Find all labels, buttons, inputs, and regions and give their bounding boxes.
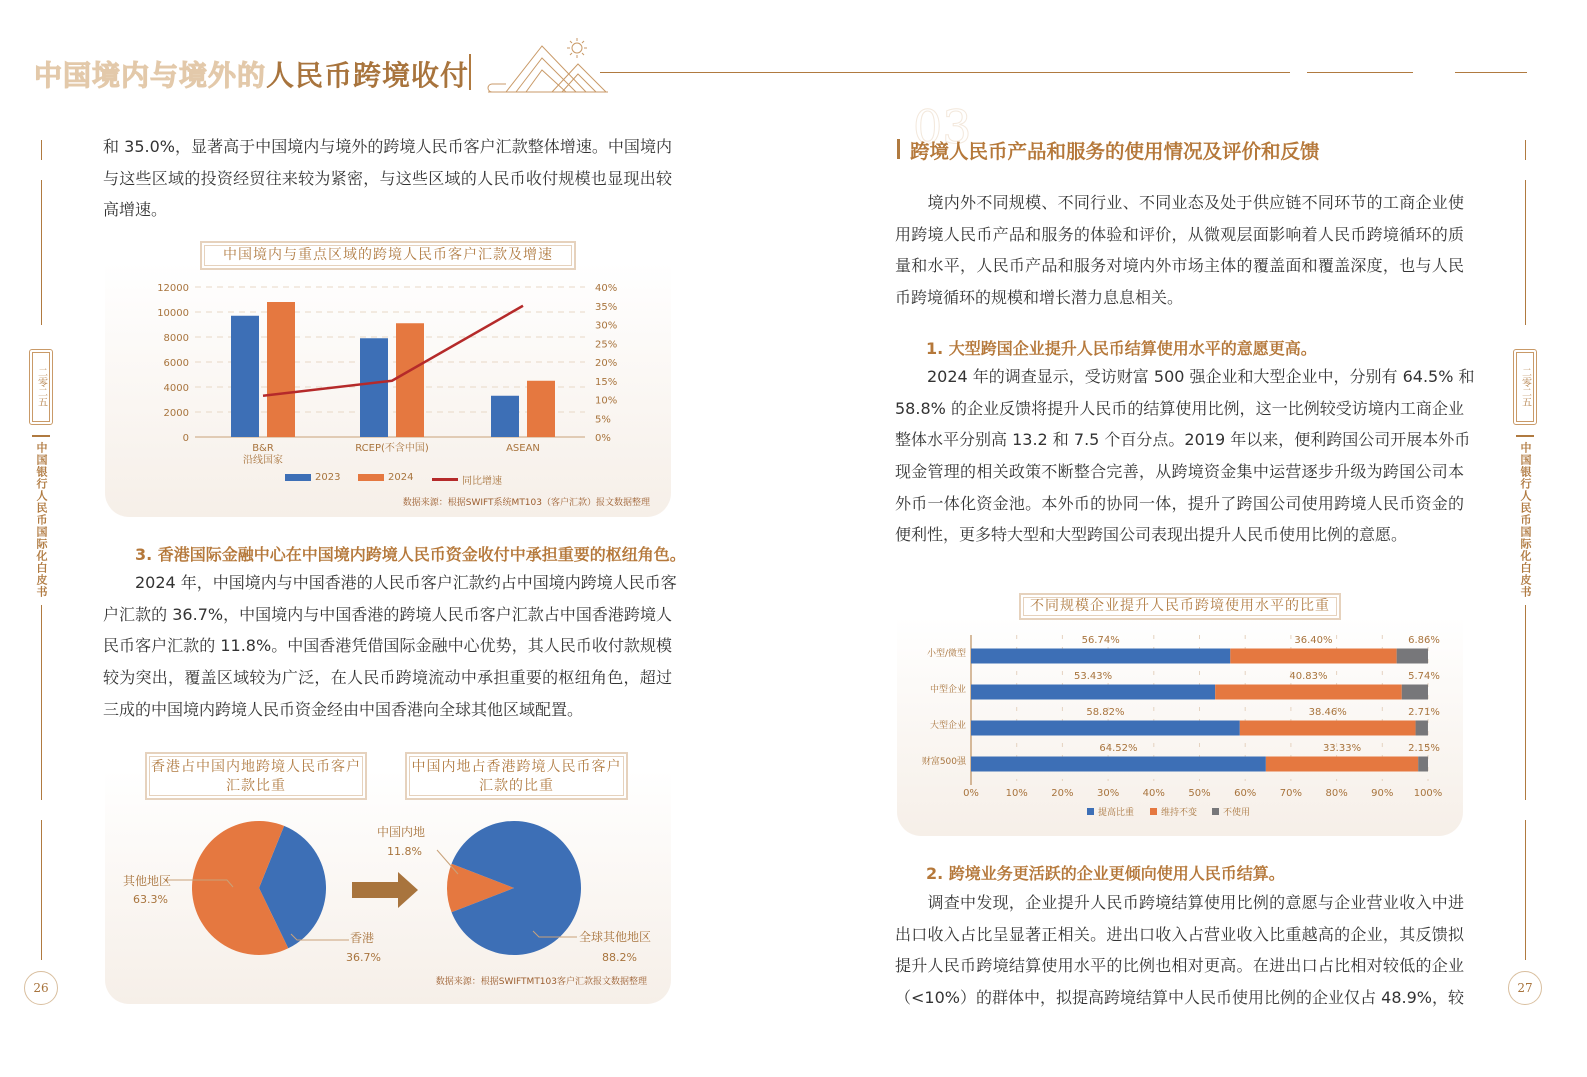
y-tick-label: 12000 (157, 283, 189, 294)
y-tick-label: 2000 (163, 408, 189, 419)
running-title-dark: 人民币跨境收付 (266, 59, 470, 92)
subheading-2: 2. 跨境业务更活跃的企业更倾向使用人民币结算。 (926, 864, 1285, 883)
pie-label: 中国内地 (377, 825, 426, 839)
side-rule (32, 435, 50, 437)
bar-2023 (360, 338, 388, 437)
enterprise-stacked-bar-chart (897, 625, 1463, 805)
y2-tick-label: 40% (595, 283, 618, 294)
text-line: 2024 年，中国境内与中国香港的人民币客户汇款约占中国境内跨境人民币客 (103, 573, 677, 592)
pie-label: 全球其他地区 (579, 930, 652, 944)
text-line: 户汇款的 36.7%，中国境内与中国香港的跨境人民币客户汇款占中国香港跨境人 (103, 604, 672, 624)
bar-2023 (231, 316, 259, 437)
bar-segment-1 (1215, 685, 1402, 700)
y2-tick-label: 5% (595, 414, 611, 426)
y-tick-label: 6000 (163, 358, 189, 369)
y2-tick-label: 20% (595, 358, 618, 369)
side-rule (41, 180, 42, 325)
chart-title-enterprise: 不同规模企业提升人民币跨境使用水平的比重 (1019, 593, 1341, 620)
text-line: 和 35.0%，显著高于中国境内与境外的跨境人民币客户汇款整体增速。中国境内 (103, 137, 672, 156)
header-rule (600, 72, 1290, 73)
pie-title-hk-share: 香港占中国内地跨境人民币客户汇款比重 (145, 752, 367, 800)
right-paragraph-2 (895, 887, 1464, 1014)
bar-2024 (527, 381, 555, 437)
y-tick-label: 4000 (163, 383, 189, 394)
text-line: 与这些区域的投资经贸往来较为紧密，与这些区域的人民币收付规模也显现出较 (103, 168, 672, 188)
bar-segment-0 (971, 757, 1266, 772)
y2-tick-label: 10% (595, 395, 618, 407)
y2-tick-label: 30% (595, 320, 618, 332)
y2-tick-label: 15% (595, 376, 618, 388)
growth-rate-line (263, 306, 523, 396)
x-tick-label: 30% (1096, 788, 1120, 799)
bar-segment-1 (1230, 649, 1396, 664)
x-tick-label: 50% (1188, 788, 1211, 799)
text-line: 三成的中国境内跨境人民币资金经由中国香港向全球其他区域配置。 (103, 699, 584, 719)
section-number: 03 (913, 100, 972, 154)
legend-item-growth (432, 472, 502, 487)
bar-segment-2 (1397, 649, 1428, 664)
text-line: （<10%）的群体中，拟提高跨境结算中人民币使用比例的企业仅占 48.9%，较 (895, 988, 1464, 1008)
x-tick-label: 0% (963, 788, 979, 799)
side-rule (41, 820, 42, 960)
text-line: 便利性，更多特大型和大型跨国公司表现出提升人民币使用比例的意愿。 (895, 525, 1408, 545)
right-intro (895, 187, 1464, 314)
x-tick-label: 20% (1051, 788, 1074, 799)
left-paragraph-3 (103, 567, 677, 725)
legend-label: 2023 (315, 472, 341, 483)
y2-tick-label: 35% (595, 301, 618, 313)
legend-item-increase (1087, 805, 1134, 818)
data-label: 58.82% (1086, 707, 1125, 718)
data-label: 6.86% (1408, 635, 1440, 646)
legend-label: 不使用 (1223, 808, 1251, 818)
side-rule (41, 605, 42, 800)
y-category-label: 财富500强 (921, 757, 966, 767)
data-label: 53.43% (1074, 671, 1113, 682)
x-tick-label: 100% (1413, 788, 1443, 799)
x-tick-label: 60% (1234, 788, 1257, 799)
header-rule (1307, 72, 1413, 73)
legend-item-not-used (1212, 805, 1250, 818)
x-category-label: B&R (252, 443, 274, 454)
page-number-left: 26 (24, 971, 58, 1005)
text-line: 整体水平分别高 13.2 和 7.5 个百分点。2019 年以来，便利跨国公司开展本外币 (895, 430, 1471, 450)
x-tick-label: 90% (1371, 788, 1394, 799)
arrow-icon (352, 872, 418, 908)
year-tab (1513, 349, 1537, 425)
text-line: 币跨境循环的规模和增长潜力息息相关。 (895, 288, 1184, 308)
data-label: 2.15% (1408, 743, 1440, 754)
bar-2024 (267, 302, 295, 437)
right-paragraph-1 (895, 361, 1475, 551)
legend-swatch (358, 474, 384, 481)
text-line: 调查中发现，企业提升人民币跨境结算使用比例的意愿与企业营业收入中进 (895, 893, 1464, 912)
x-tick-label: 10% (1005, 788, 1028, 799)
bar-segment-0 (971, 721, 1240, 736)
side-rule (1525, 180, 1526, 325)
header-rule (1455, 72, 1527, 73)
data-label: 40.83% (1289, 671, 1328, 682)
book-title-vertical: 中国银行人民币国际化白皮书 (35, 442, 48, 598)
year-label: 二零二五 (35, 367, 47, 407)
year-label: 二零二五 (1519, 367, 1531, 407)
side-rule (1525, 140, 1526, 160)
subheading-3: 3. 香港国际金融中心在中国境内跨境人民币资金收付中承担重要的枢纽角色。 (135, 545, 686, 564)
heading-bar (897, 139, 900, 159)
section-heading: 跨境人民币产品和服务的使用情况及评价和反馈 (910, 140, 1320, 163)
x-tick-label: 80% (1325, 788, 1348, 799)
running-title-light: 中国境内与境外的 (34, 59, 267, 92)
remittance-bar-line-chart (105, 275, 671, 475)
left-paragraph-1 (103, 131, 672, 226)
x-category-label: 沿线国家 (243, 455, 283, 466)
bar-segment-2 (1402, 685, 1428, 700)
pie-value: 36.7% (346, 951, 381, 964)
bar-segment-0 (971, 685, 1215, 700)
text-line: 提升人民币跨境结算使用水平的比例也相对更高。在进出口占比相对较低的企业 (895, 956, 1464, 976)
side-rule (41, 140, 42, 160)
legend-label: 提高比重 (1098, 808, 1135, 818)
legend-label: 维持不变 (1161, 808, 1198, 818)
data-label: 36.40% (1294, 635, 1333, 646)
y-tick-label: 10000 (157, 308, 189, 319)
side-rule (1525, 605, 1526, 800)
y-category-label: 小型/微型 (926, 649, 966, 659)
text-line: 外币一体化资金池。本外币的协同一体，提升了跨国公司使用跨境人民币资金的 (895, 493, 1464, 513)
data-label: 64.52% (1099, 743, 1138, 754)
text-line: 58.8% 的企业反馈将提升人民币的结算使用比例，这一比例较受访境内工商企业 (895, 398, 1464, 418)
legend-label: 同比增速 (462, 476, 502, 487)
side-rule (1516, 435, 1534, 437)
chart-source: 数据来源：根据SWIFT系统MT103（客户汇款）报文数据整理 (402, 498, 650, 508)
legend-item-maintain (1150, 805, 1197, 818)
bar-segment-2 (1418, 757, 1428, 772)
text-line: 较为突出，覆盖区域较为广泛，在人民币跨境流动中承担重要的枢纽角色，超过 (103, 668, 672, 688)
chart-title-remittance: 中国境内与重点区域的跨境人民币客户汇款及增速 (200, 241, 576, 270)
text-line: 用跨境人民币产品和服务的体验和评价，从微观层面影响着人民币跨境循环的质 (895, 224, 1464, 244)
book-title-vertical: 中国银行人民币国际化白皮书 (1519, 442, 1532, 598)
data-label: 2.71% (1408, 707, 1440, 718)
pie-label: 香港 (350, 931, 375, 945)
legend-swatch (1212, 808, 1219, 815)
x-tick-label: 40% (1142, 788, 1165, 799)
y2-tick-label: 25% (595, 339, 618, 351)
legend-swatch (432, 478, 458, 481)
text-line: 量和水平，人民币产品和服务对境内外市场主体的覆盖面和覆盖深度，也与人民 (895, 256, 1464, 276)
pie-label: 其他地区 (123, 874, 172, 888)
bar-2024 (396, 323, 424, 437)
y-tick-label: 8000 (163, 333, 189, 344)
legend-swatch (1150, 808, 1157, 815)
y-category-label: 大型企业 (929, 721, 966, 731)
running-title (34, 54, 469, 94)
x-category-label: RCEP(不含中国) (355, 443, 429, 454)
pie-value: 11.8% (387, 845, 422, 858)
legend-item-2024 (358, 472, 413, 483)
pie-title-mainland-share: 中国内地占香港跨境人民币客户汇款的比重 (405, 752, 628, 800)
pie-value: 88.2% (602, 951, 637, 964)
page-number-right: 27 (1508, 971, 1542, 1005)
y2-tick-label: 0% (595, 433, 611, 444)
legend-swatch (285, 474, 311, 481)
x-category-label: ASEAN (506, 443, 540, 454)
subheading-1: 1. 大型跨国企业提升人民币结算使用水平的意愿更高。 (926, 339, 1317, 358)
year-tab (29, 349, 53, 425)
bar-segment-2 (1416, 721, 1428, 736)
legend-label: 2024 (388, 472, 414, 483)
bar-segment-1 (1240, 721, 1416, 736)
chart-source: 数据来源：根据SWIFTMT103客户汇款报文数据整理 (435, 977, 647, 987)
text-line: 2024 年的调查显示，受访财富 500 强企业和大型企业中，分别有 64.5% 和 (895, 367, 1475, 386)
x-tick-label: 70% (1279, 788, 1303, 799)
y-tick-label: 0 (182, 433, 189, 444)
bar-2023 (491, 396, 519, 437)
title-divider (469, 54, 471, 90)
data-label: 33.33% (1322, 743, 1362, 754)
text-line: 高增速。 (103, 200, 168, 220)
legend-item-2023 (285, 472, 340, 483)
text-line: 民币客户汇款的 11.8%。中国香港凭借国际金融中心优势，其人民币收付款规模 (103, 636, 672, 656)
text-line: 出口收入占比呈显著正相关。进出口收入占营业收入比重越高的企业，其反馈拟 (895, 924, 1464, 944)
mountain-sun-icon (486, 36, 611, 96)
bar-segment-1 (1266, 757, 1418, 772)
bar-segment-0 (971, 649, 1230, 664)
data-label: 56.74% (1081, 635, 1120, 646)
legend-swatch (1087, 808, 1094, 815)
data-label: 5.74% (1408, 671, 1440, 682)
side-rule (1525, 820, 1526, 960)
text-line: 现金管理的相关政策不断整合完善，从跨境资金集中运营逐步升级为跨国公司本 (895, 462, 1464, 482)
data-label: 38.46% (1308, 707, 1347, 718)
text-line: 境内外不同规模、不同行业、不同业态及处于供应链不同环节的工商企业使 (895, 193, 1464, 212)
pie-charts (105, 810, 671, 980)
pie-value: 63.3% (133, 893, 168, 906)
y-category-label: 中型企业 (929, 685, 966, 695)
